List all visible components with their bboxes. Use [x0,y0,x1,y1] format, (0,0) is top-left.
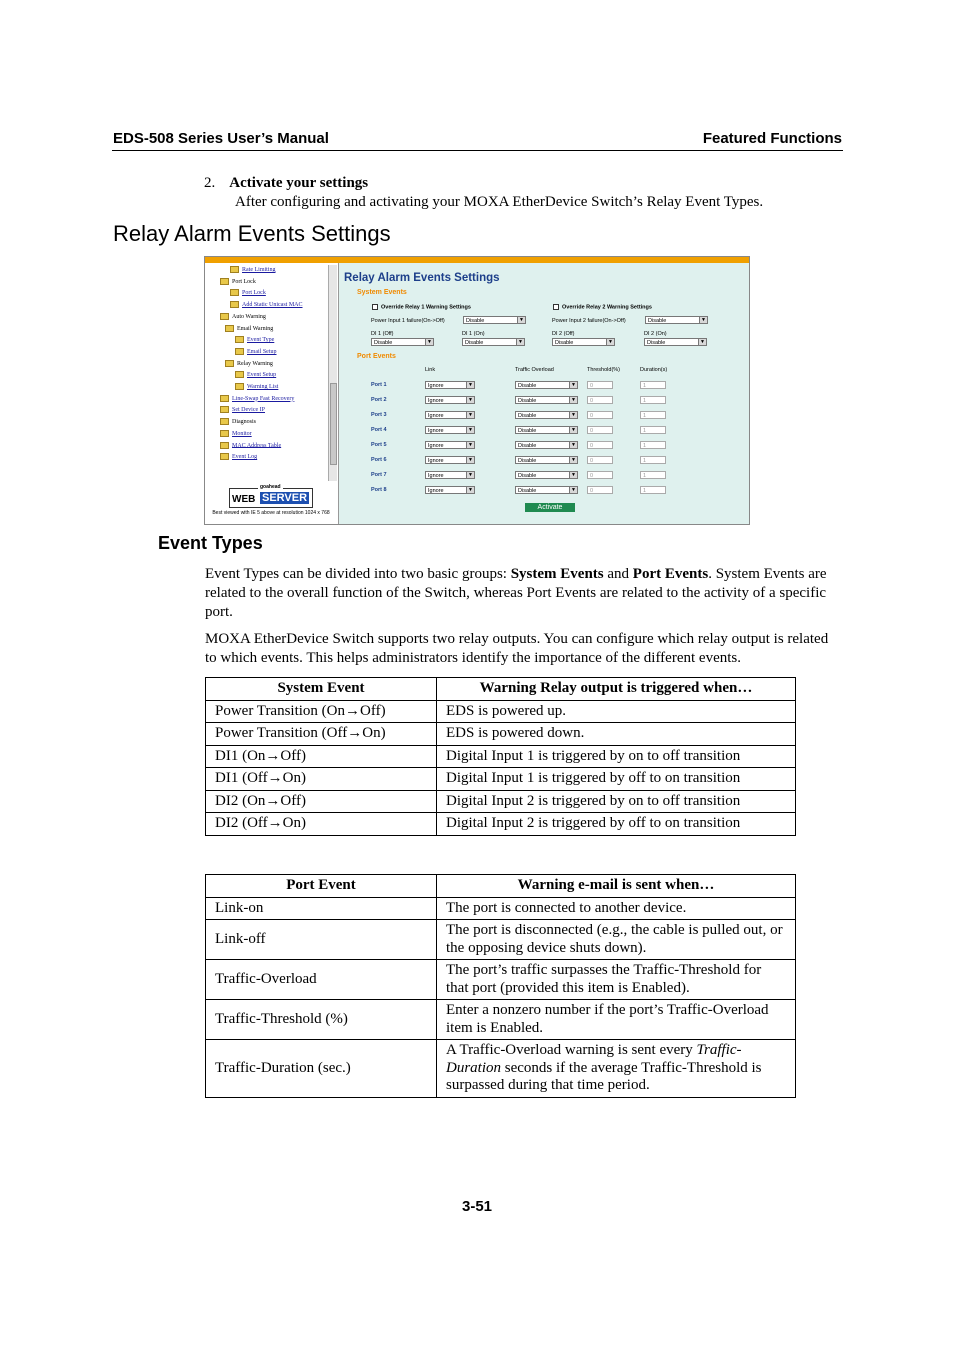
link-value: Ignore [428,428,444,434]
tree-item[interactable] [220,313,266,320]
folder-icon [220,442,229,449]
port-traffic-select[interactable] [515,426,578,434]
tree-item[interactable] [220,453,257,460]
table-row [206,813,796,836]
di1-on-select[interactable] [462,338,525,346]
table-row [206,723,796,746]
folder-icon [220,278,229,285]
trigger-cell: Digital Input 1 is triggered by on to off transition [437,745,796,768]
chevron-down-icon[interactable]: ▼ [569,382,577,388]
folder-icon [235,371,244,378]
chevron-down-icon[interactable]: ▼ [698,339,706,345]
folder-icon [230,266,239,273]
port-duration-input[interactable]: 1 [640,426,666,434]
override-relay2-checkbox[interactable] [553,304,559,310]
power-input1-value: Disable [466,318,485,324]
port-event-desc-cell: The port’s traffic surpasses the Traffic-Threshold for that port (provided this item is Enabled). [437,960,796,1000]
port-label: Port 8 [371,487,387,493]
port-duration-input[interactable]: 1 [640,381,666,389]
folder-icon [220,453,229,460]
port-label: Port 7 [371,472,387,478]
port-event-desc-cell: The port is connected to another device. [437,897,796,920]
link-value: Ignore [428,458,444,464]
folder-icon [230,289,239,296]
p1-text-c: and [603,566,633,582]
chevron-down-icon[interactable]: ▼ [466,442,474,448]
di2-on-select[interactable] [644,338,707,346]
relay-alarm-screenshot [204,256,750,525]
tree-item[interactable] [220,418,256,425]
relay-trigger-header: Warning Relay output is triggered when… [437,678,796,701]
logo-server: SERVER [262,492,308,504]
table-header-row [206,875,796,898]
override-relay1-label: Override Relay 1 Warning Settings [381,304,471,311]
port-threshold-input[interactable]: 0 [587,456,613,464]
port-link-select[interactable] [425,486,475,494]
port-traffic-select[interactable] [515,486,578,494]
tree-scrollbar[interactable] [328,265,337,481]
event-types-title: Event Types [158,533,263,553]
chevron-down-icon[interactable]: ▼ [569,442,577,448]
step-number: 2. [204,175,216,191]
section-title: Relay Alarm Events Settings [113,221,391,246]
power-input1-label: Power Input 1 failure(On->Off) [371,318,445,324]
power-input2-select[interactable] [645,316,708,324]
header-manual-title: EDS-508 Series User’s Manual [113,130,329,147]
traffic-value: Disable [518,488,537,494]
tree-item[interactable] [230,289,266,296]
chevron-down-icon[interactable]: ▼ [569,487,577,493]
port-traffic-select[interactable] [515,441,578,449]
port-event-desc-cell [437,1040,796,1098]
link-value: Ignore [428,413,444,419]
chevron-down-icon[interactable]: ▼ [466,397,474,403]
folder-icon [235,336,244,343]
table-row [206,790,796,813]
power-input2-value: Disable [648,318,667,324]
power-input1-select[interactable] [463,316,526,324]
trigger-cell: Digital Input 2 is triggered by on to off transition [437,790,796,813]
navigation-tree [205,263,339,524]
port-label: Port 5 [371,442,387,448]
tree-item[interactable] [220,406,265,413]
chevron-down-icon[interactable]: ▼ [569,472,577,478]
port-threshold-input[interactable]: 0 [587,411,613,419]
best-view-note: Best viewed with IE 5 above at resolution 1024 x 768 [212,510,330,516]
link-value: Ignore [428,443,444,449]
folder-icon [220,313,229,320]
col-duration-header: Duration(s) [640,367,668,373]
chevron-down-icon[interactable]: ▼ [466,382,474,388]
table-row [206,768,796,791]
chevron-down-icon[interactable]: ▼ [569,412,577,418]
traffic-value: Disable [518,398,537,404]
port-traffic-select[interactable] [515,411,578,419]
link-value: Ignore [428,473,444,479]
chevron-down-icon[interactable]: ▼ [569,397,577,403]
tree-item-label[interactable]: Add Static Unicast MAC [242,301,303,308]
di2-off-value: Disable [555,340,574,346]
port-event-cell: Traffic-Threshold (%) [206,1000,437,1040]
port-link-select[interactable] [425,381,475,389]
port-duration-input[interactable]: 1 [640,471,666,479]
table-header-row [206,678,796,701]
port-threshold-input[interactable]: 0 [587,471,613,479]
table-row [206,1000,796,1040]
folder-icon [220,395,229,402]
port-threshold-input[interactable]: 0 [587,381,613,389]
settings-panel [339,263,749,524]
traffic-value: Disable [518,413,537,419]
port-threshold-input[interactable]: 0 [587,426,613,434]
port-duration-input[interactable]: 1 [640,486,666,494]
di1-on-label: DI 1 (On) [462,331,485,337]
port-link-select[interactable] [425,411,475,419]
di1-off-value: Disable [374,340,393,346]
port-duration-input[interactable]: 1 [640,456,666,464]
override-relay1[interactable] [372,304,471,310]
chevron-down-icon[interactable]: ▼ [425,339,433,345]
tree-item[interactable] [220,430,252,437]
p1-system-events: System Events [510,566,604,582]
port-link-select[interactable] [425,396,475,404]
chevron-down-icon[interactable]: ▼ [516,339,524,345]
table-row [206,700,796,723]
step-heading [204,175,368,192]
logo-web: WEB [232,494,256,505]
port-event-cell: Link-on [206,897,437,920]
folder-icon [225,325,234,332]
chevron-down-icon[interactable]: ▼ [517,317,525,323]
port-label: Port 2 [371,397,387,403]
tree-item[interactable] [225,325,273,332]
port-event-table [205,874,796,1098]
chevron-down-icon[interactable]: ▼ [466,457,474,463]
system-event-cell: Power Transition (On→Off) [206,700,437,723]
port-link-select[interactable] [425,441,475,449]
override-relay2-label: Override Relay 2 Warning Settings [562,304,652,311]
tree-item-label[interactable]: MAC Address Table [232,442,282,449]
event-types-paragraph-1 [205,565,833,622]
tree-item-label: Email Warning [237,325,274,332]
port-duration-input[interactable]: 1 [640,396,666,404]
event-types-paragraph-2: MOXA EtherDevice Switch supports two relay outputs. You can configure which relay output is related to which events. This helps administrators identify the importance of the different events. [205,631,829,666]
tree-item-label: Port Lock [232,278,256,285]
port-event-cell: Link-off [206,920,437,960]
desc-text-a: A Traffic-Overload warning is sent every [446,1042,697,1058]
port-events-label: Port Events [357,353,396,360]
chevron-down-icon[interactable]: ▼ [569,427,577,433]
port-event-header: Port Event [206,875,437,898]
tree-item-label[interactable]: Set Device IP [232,407,265,414]
port-link-select[interactable] [425,471,475,479]
override-relay2[interactable] [553,304,652,310]
folder-icon [235,348,244,355]
chevron-down-icon[interactable]: ▼ [466,412,474,418]
desc-text-b: seconds if the average Traffic-Threshold is surpassed during that time period. [446,1059,762,1093]
link-value: Ignore [428,488,444,494]
power-input2-label: Power Input 2 failure(On->Off) [552,318,626,324]
chevron-down-icon[interactable]: ▼ [466,427,474,433]
di2-on-value: Disable [647,340,666,346]
trigger-cell: EDS is powered up. [437,700,796,723]
port-event-cell: Traffic-Overload [206,960,437,1000]
folder-icon [220,406,229,413]
header-chapter-title: Featured Functions [702,130,842,147]
col-traffic-header: Traffic Overload [515,367,554,373]
col-threshold-header: Threshold(%) [587,367,621,373]
port-traffic-select[interactable] [515,381,578,389]
desc-italic: Traffic-Duration [446,1042,742,1076]
port-label: Port 1 [371,382,387,388]
tree-item[interactable] [230,266,276,273]
tree-item[interactable] [235,336,274,343]
p1-text-e: . System Events are related to the overall function of the Switch, whereas Port Events are related to the activity of a specific port. [205,566,827,620]
tree-item[interactable] [235,371,276,378]
di2-off-label: DI 2 (Off) [552,331,575,337]
tree-item[interactable] [230,301,303,308]
trigger-cell: EDS is powered down. [437,723,796,746]
port-label: Port 6 [371,457,387,463]
traffic-value: Disable [518,443,537,449]
chevron-down-icon[interactable]: ▼ [569,457,577,463]
traffic-value: Disable [518,428,537,434]
di1-on-value: Disable [465,340,484,346]
folder-icon [220,418,229,425]
tree-item-label[interactable]: Event Type [247,337,275,344]
traffic-value: Disable [518,383,537,389]
header-rule [112,150,843,151]
table-row [206,897,796,920]
override-relay1-checkbox[interactable] [372,304,378,310]
p1-text-a: Event Types can be divided into two basic groups: [205,566,511,582]
tree-item-label[interactable]: Event Log [232,454,258,461]
tree-item-label: Relay Warning [237,360,273,367]
traffic-value: Disable [518,458,537,464]
system-event-cell: DI2 (On→Off) [206,790,437,813]
tree-item-label: Diagnosis [232,418,256,425]
traffic-value: Disable [518,473,537,479]
tree-item-label[interactable]: Monitor [232,430,252,437]
tree-item-label[interactable]: Line-Swap Fast Recovery [232,395,295,402]
port-traffic-select[interactable] [515,471,578,479]
p1-port-events: Port Events [632,566,709,582]
chevron-down-icon[interactable]: ▼ [466,487,474,493]
port-traffic-select[interactable] [515,396,578,404]
webserver-logo [229,484,313,508]
port-threshold-input[interactable]: 0 [587,396,613,404]
email-sent-header: Warning e-mail is sent when… [437,875,796,898]
tree-item-label[interactable]: Rate Limiting [242,266,276,273]
port-event-desc-cell: The port is disconnected (e.g., the cable is pulled out, or the opposing device shuts down). [437,920,796,960]
port-label: Port 4 [371,427,387,433]
port-event-desc-cell: Enter a nonzero number if the port’s Traffic-Overload item is Enabled. [437,1000,796,1040]
system-event-cell: DI1 (On→Off) [206,745,437,768]
tree-item[interactable] [225,360,273,367]
di2-off-select[interactable] [552,338,615,346]
step-title: Activate your settings [229,175,369,191]
tree-item-label: Auto Warning [232,313,266,320]
folder-icon [230,301,239,308]
port-event-cell: Traffic-Duration (sec.) [206,1040,437,1098]
step-description: After configuring and activating your MOXA EtherDevice Switch’s Relay Event Types. [235,194,764,210]
tree-item-label[interactable]: Warning List [247,383,279,390]
chevron-down-icon[interactable]: ▼ [699,317,707,323]
port-threshold-input[interactable]: 0 [587,441,613,449]
logo-goahead: goahead [260,484,281,490]
system-event-cell: DI2 (Off→On) [206,813,437,836]
tree-item[interactable] [235,383,278,390]
table-row [206,960,796,1000]
col-link-header: Link [425,367,436,373]
port-threshold-input[interactable]: 0 [587,486,613,494]
table-row [206,745,796,768]
port-traffic-select[interactable] [515,456,578,464]
system-event-cell: Power Transition (Off→On) [206,723,437,746]
port-link-select[interactable] [425,426,475,434]
port-duration-input[interactable]: 1 [640,411,666,419]
trigger-cell: Digital Input 2 is triggered by off to on transition [437,813,796,836]
folder-icon [235,383,244,390]
tree-item-label[interactable]: Event Setup [247,372,277,379]
port-duration-input[interactable]: 1 [640,441,666,449]
table-row [206,920,796,960]
di2-on-label: DI 2 (On) [644,331,667,337]
page-number: 3-51 [461,1198,493,1215]
link-value: Ignore [428,398,444,404]
tree-item-label[interactable]: Email Setup [247,348,277,355]
system-event-header: System Event [206,678,437,701]
panel-title: Relay Alarm Events Settings [344,272,500,284]
tree-item[interactable] [220,442,281,449]
system-event-table [205,677,796,836]
table-row-traffic-duration [206,1040,796,1098]
tree-item-label[interactable]: Port Lock [242,290,266,297]
port-link-select[interactable] [425,456,475,464]
activate-button[interactable]: Activate [525,503,575,512]
folder-icon [220,430,229,437]
chevron-down-icon[interactable]: ▼ [466,472,474,478]
scrollbar-thumb[interactable] [330,383,337,465]
system-events-label: System Events [357,289,407,296]
system-event-cell: DI1 (Off→On) [206,768,437,791]
trigger-cell: Digital Input 1 is triggered by off to on transition [437,768,796,791]
link-value: Ignore [428,383,444,389]
di1-off-label: DI 1 (Off) [371,331,394,337]
di1-off-select[interactable] [371,338,434,346]
chevron-down-icon[interactable]: ▼ [606,339,614,345]
tree-item[interactable] [235,348,277,355]
tree-item[interactable] [220,395,294,402]
tree-item[interactable] [220,278,256,285]
folder-icon [225,360,234,367]
port-label: Port 3 [371,412,387,418]
